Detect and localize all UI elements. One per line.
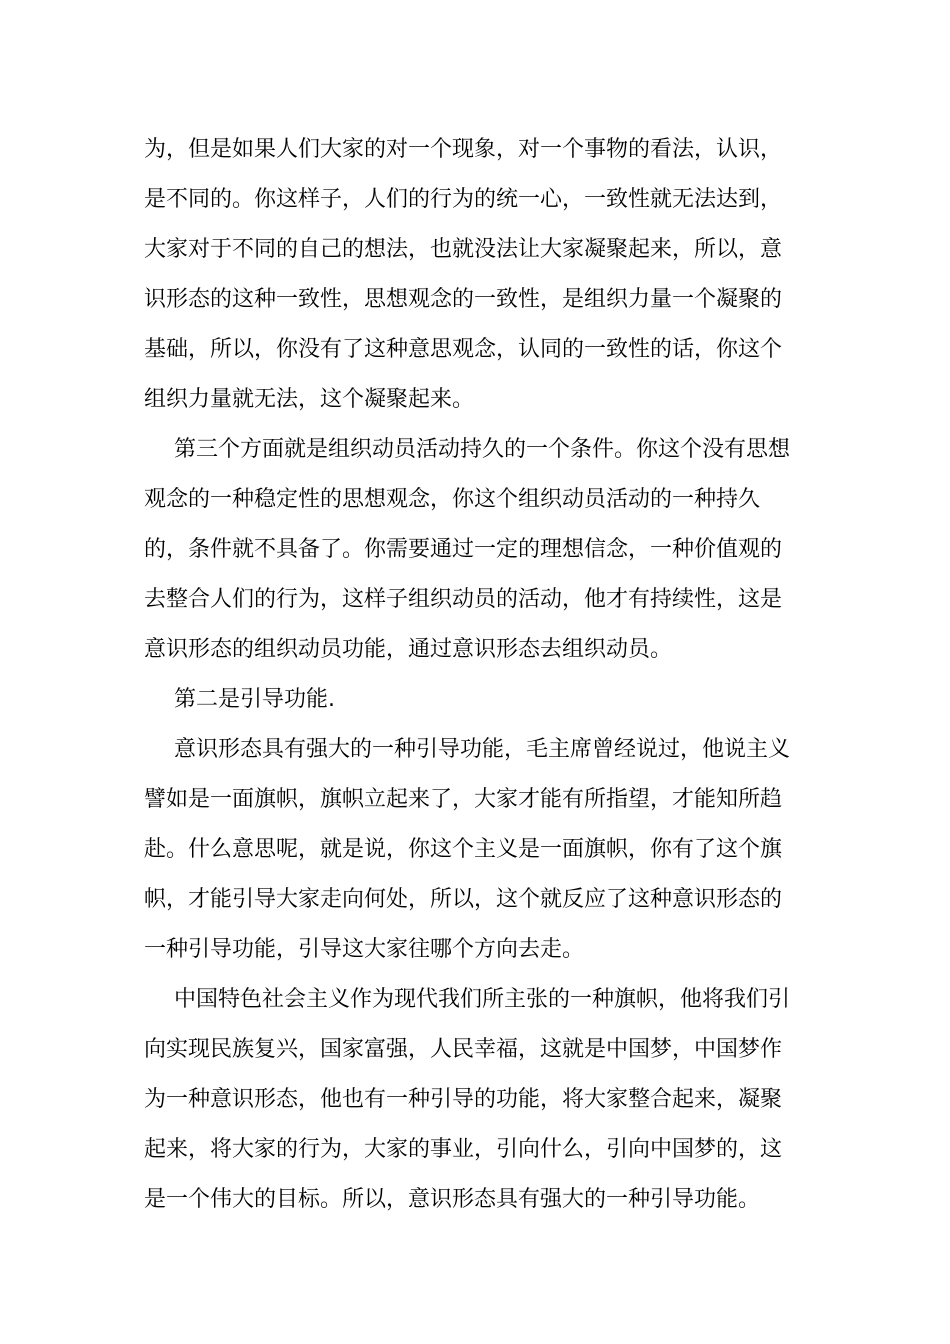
text-line: 第三个方面就是组织动员活动持久的一个条件。你这个没有思想 — [174, 437, 791, 462]
paragraph-3-heading — [144, 675, 806, 725]
document-body — [144, 125, 806, 1225]
text-line: 向实现民族复兴，国家富强，人民幸福，这就是中国梦，中国梦作 — [144, 1037, 783, 1062]
paragraph-4 — [144, 725, 806, 975]
text-line: 意识形态的组织动员功能，通过意识形态去组织动员。 — [144, 637, 673, 662]
text-line: 一种引导功能，引导这大家往哪个方向去走。 — [144, 937, 585, 962]
text-line: 的，条件就不具备了。你需要通过一定的理想信念，一种价值观的 — [144, 537, 783, 562]
text-line: 赴。什么意思呢，就是说，你这个主义是一面旗帜，你有了这个旗 — [144, 837, 783, 862]
text-line: 起来，将大家的行为，大家的事业，引向什么，引向中国梦的，这 — [144, 1137, 783, 1162]
text-line: 大家对于不同的自己的想法，也就没法让大家凝聚起来，所以，意 — [144, 237, 783, 262]
text-line: 中国特色社会主义作为现代我们所主张的一种旗帜，他将我们引 — [174, 987, 791, 1012]
text-line: 为，但是如果人们大家的对一个现象，对一个事物的看法，认识， — [144, 137, 783, 162]
text-line: 去整合人们的行为，这样子组织动员的活动，他才有持续性，这是 — [144, 587, 783, 612]
text-line: 是一个伟大的目标。所以，意识形态具有强大的一种引导功能。 — [144, 1187, 761, 1212]
text-line: 帜，才能引导大家走向何处，所以，这个就反应了这种意识形态的 — [144, 887, 783, 912]
section-heading-line: 第二是引导功能. — [174, 687, 335, 712]
text-line: 是不同的。你这样子，人们的行为的统一心，一致性就无法达到， — [144, 187, 783, 212]
paragraph-2 — [144, 425, 806, 675]
text-line: 意识形态具有强大的一种引导功能，毛主席曾经说过，他说主义 — [174, 737, 791, 762]
text-line: 为一种意识形态，他也有一种引导的功能，将大家整合起来，凝聚 — [144, 1087, 783, 1112]
text-line: 识形态的这种一致性，思想观念的一致性，是组织力量一个凝聚的 — [144, 287, 783, 312]
paragraph-5 — [144, 975, 806, 1225]
text-line: 组织力量就无法，这个凝聚起来。 — [144, 387, 475, 412]
text-line: 观念的一种稳定性的思想观念，你这个组织动员活动的一种持久 — [144, 487, 761, 512]
paragraph-1 — [144, 125, 806, 425]
text-line: 譬如是一面旗帜，旗帜立起来了，大家才能有所指望，才能知所趋 — [144, 787, 783, 812]
text-line: 基础，所以，你没有了这种意思观念，认同的一致性的话，你这个 — [144, 337, 783, 362]
